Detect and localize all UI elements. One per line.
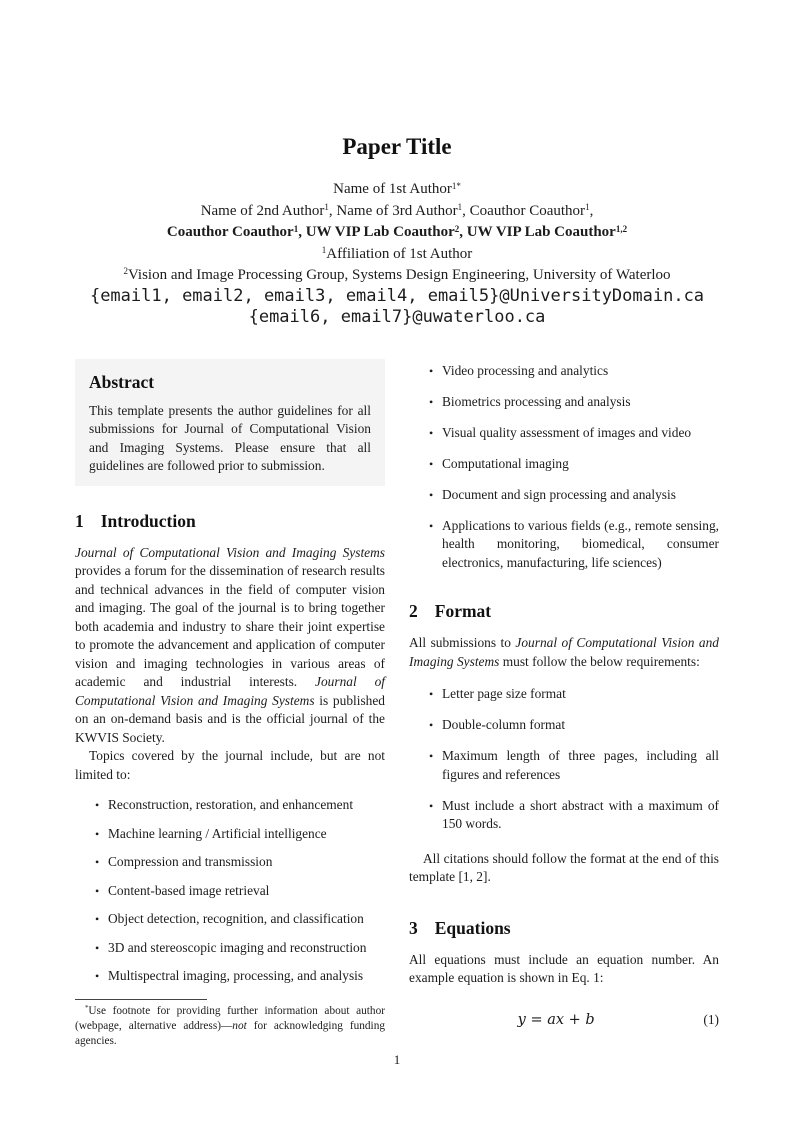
journal-name-italic: Journal of Computational Vision and Imaging Systems [75,544,385,560]
affiliation-superscript: 1 [321,245,327,256]
email-line-2: {email6, email7}@uwaterloo.ca [248,307,546,327]
topic-item: • Computational imaging [429,455,719,474]
topics-list-right [409,362,719,573]
requirement-item: • Maximum length of three pages, including all figures and references [429,747,719,784]
footnote-marker: * [85,1005,89,1013]
requirement-item: • Letter page size format [429,685,719,704]
requirement-item: • Double-column format [429,716,719,735]
affiliation-text: Affiliation of 1st Author [326,245,473,262]
author-name: , Coauthor Coauthor [462,202,586,219]
paper-title: Paper Title [342,134,452,159]
author-superscript: 1 [457,202,463,213]
topic-item: • Multispectral imaging, processing, and analysis [95,967,385,986]
author-name: Name of 1st Author [333,181,452,197]
affiliation-line-1 [0,244,794,265]
section-title: Introduction [100,510,196,531]
author-superscript: 1 [585,202,590,213]
section-title: Format [434,601,492,621]
footnote-rule [75,999,207,1000]
affiliation-superscript: 2 [123,266,128,277]
topic-item: • Video processing and analytics [429,362,719,381]
topic-item: • Machine learning / Artificial intelligence [95,825,385,844]
abstract-body: This template presents the author guidelines for all submissions for Journal of Computational Vision and Imaging Systems. Please ensure that all guidelines are followed prior to submission. [89,402,371,473]
section-number: 3 [409,917,418,938]
affiliation-text: Vision and Image Processing Group, Systems Design Engineering, University of Waterloo [127,266,671,283]
section-title: Equations [434,917,511,938]
topic-item: • 3D and stereoscopic imaging and reconstruction [95,939,385,958]
topic-item: • Biometrics processing and analysis [429,393,719,412]
section-3-heading [409,917,719,939]
topics-list-left [75,796,385,996]
author-name: , UW VIP Lab Coauthor [459,224,616,240]
topic-item: • Content-based image retrieval [95,882,385,901]
author-line-2 [0,201,794,223]
page-number: 1 [393,1052,401,1067]
author-name: Name of 2nd Author [200,202,325,219]
author-name: Coauthor Coauthor [166,224,294,240]
equations-intro-paragraph: All equations must include an equation number. An example equation is shown in Eq. 1: [409,951,719,985]
author-superscript: 1* [451,180,461,191]
email-line-1: {email1, email2, email3, email4, email5}@UniversityDomain.ca [89,285,705,306]
author-line-3 [0,222,794,244]
two-column-body [75,359,719,1049]
abstract-box [75,359,385,486]
topic-item: • Compression and transmission [95,853,385,872]
author-superscript: 1,2 [615,223,628,234]
intro-paragraph-2: Topics covered by the journal include, but are not limited to: [75,748,385,782]
journal-name-italic: Journal of Computational Vision and Imaging Systems [75,674,386,708]
journal-name-italic: Journal of Computational Vision and Imaging Systems [409,635,719,669]
author-name: , UW VIP Lab Coauthor [298,224,455,240]
intro-paragraph-1: Journal of Computational Vision and Imaging Systems provides a forum for the dissemination of research results and technical advances in the field of computer vision and imaging. The goal of the journal is to bring together both academia and industry to share their joint expertise to promote the advancement and application of computer vision and imaging technologies in various areas of academic and industrial interests. Journal of Computational Vision and Imaging Systems is published on an on-demand basis and is the official journal of the KWVIS Society. [75,544,386,745]
author-line-1 [0,179,794,201]
equation-1 [409,1012,719,1028]
right-column [409,359,719,1049]
format-requirements-list [409,685,719,834]
section-1-heading [75,510,385,532]
topic-item: • Applications to various fields (e.g., remote sensing, health monitoring, biomedical, consumer electronics, manufacturing, life sciences) [429,517,719,573]
requirement-item: • Must include a short abstract with a maximum of 150 words. [429,797,719,834]
author-superscript: 1 [293,223,299,234]
topic-item: • Visual quality assessment of images and video [429,424,719,443]
topic-item: • Document and sign processing and analysis [429,486,719,505]
topic-item: • Object detection, recognition, and classification [95,910,385,929]
left-column [75,359,385,1049]
footnote-text: *Use footnote for providing further information about author (webpage, alternative address)—not for acknowledging funding agencies. [75,1004,385,1047]
paper-header [0,0,794,329]
author-name: , Name of 3rd Author [328,202,458,219]
equation-body: y = ax + b [517,1011,595,1028]
section-number: 2 [409,601,418,621]
section-number: 1 [75,510,84,531]
format-intro-paragraph: All submissions to Journal of Computational Vision and Imaging Systems must follow the below requirements: [409,635,719,669]
section-2-heading [409,600,719,622]
citations-paragraph: All citations should follow the format at the end of this template [1, 2]. [409,850,719,884]
topic-item: • Reconstruction, restoration, and enhancement [95,796,385,815]
equation-number: (1) [703,1011,719,1027]
author-name: , [589,202,594,219]
footnote [75,999,385,1049]
affiliation-line-2 [0,265,794,286]
author-superscript: 1 [324,202,329,213]
author-superscript: 2 [454,223,460,234]
abstract-heading: Abstract [89,371,155,392]
